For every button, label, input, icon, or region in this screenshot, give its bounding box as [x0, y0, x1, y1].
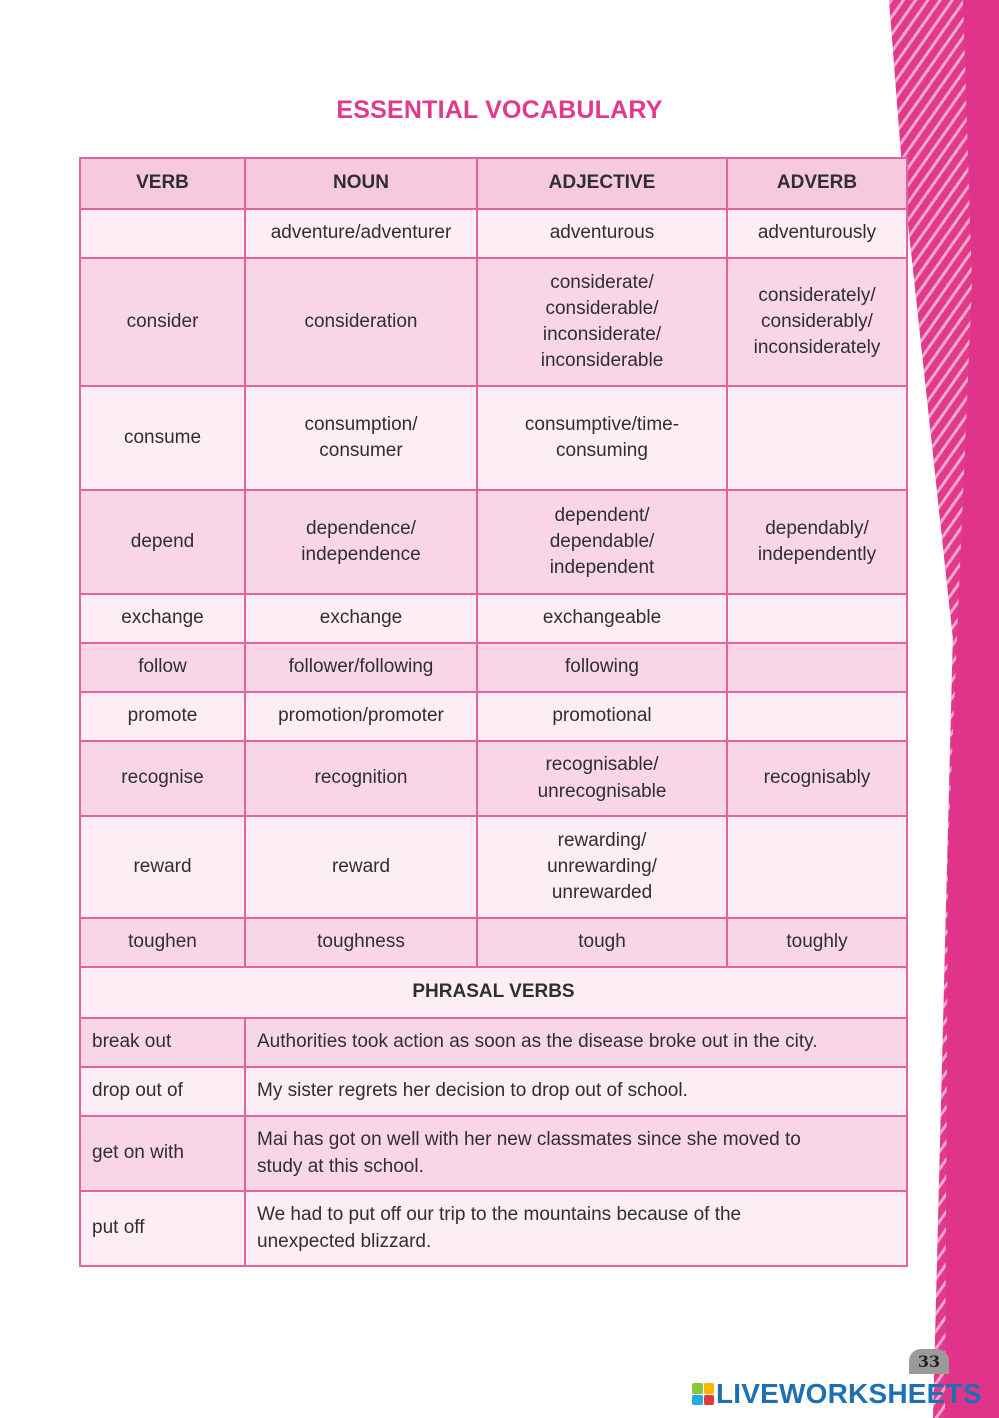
verb-cell: reward — [80, 816, 245, 918]
header-adverb: ADVERB — [727, 158, 907, 209]
noun-cell: reward — [245, 816, 477, 918]
header-verb: VERB — [80, 158, 245, 209]
verb-cell: toughen — [80, 918, 245, 967]
adverb-cell — [727, 594, 907, 643]
adjective-cell: tough — [477, 918, 727, 967]
brand-name: LIVEWORKSHEETS — [716, 1378, 982, 1409]
phrasal-row — [80, 1116, 907, 1191]
adjective-cell: consumptive/time- consuming — [477, 386, 727, 490]
noun-cell: dependence/ independence — [245, 490, 477, 594]
adverb-cell — [727, 643, 907, 692]
noun-cell: toughness — [245, 918, 477, 967]
noun-cell: consideration — [245, 258, 477, 386]
brand-logo — [692, 1378, 982, 1410]
verb-cell: depend — [80, 490, 245, 594]
adjective-cell: considerate/ considerable/ inconsiderate/ inconsiderable — [477, 258, 727, 386]
page-title: ESSENTIAL VOCABULARY — [336, 96, 663, 124]
header-row — [80, 158, 907, 209]
header-noun: NOUN — [245, 158, 477, 209]
noun-cell: follower/following — [245, 643, 477, 692]
table-row — [80, 741, 907, 816]
adjective-cell: exchangeable — [477, 594, 727, 643]
noun-cell: promotion/promoter — [245, 692, 477, 741]
adjective-cell: rewarding/ unrewarding/ unrewarded — [477, 816, 727, 918]
adverb-cell: adventurously — [727, 209, 907, 258]
noun-cell: consumption/ consumer — [245, 386, 477, 490]
adverb-cell: dependably/ independently — [727, 490, 907, 594]
verb-cell — [80, 209, 245, 258]
noun-cell: adventure/adventurer — [245, 209, 477, 258]
verb-cell: recognise — [80, 741, 245, 816]
table-row — [80, 918, 907, 967]
verb-cell: consider — [80, 258, 245, 386]
phrasal-row — [80, 1067, 907, 1116]
table-row — [80, 643, 907, 692]
phrasal-heading-row — [80, 967, 907, 1018]
adverb-cell — [727, 816, 907, 918]
phrasal-row — [80, 1191, 907, 1266]
table-row — [80, 594, 907, 643]
table-row — [80, 490, 907, 594]
adverb-cell — [727, 386, 907, 490]
page-number: 33 — [909, 1349, 949, 1374]
adverb-cell: toughly — [727, 918, 907, 967]
noun-cell: exchange — [245, 594, 477, 643]
verb-cell: consume — [80, 386, 245, 490]
adjective-cell: promotional — [477, 692, 727, 741]
phrasal-example: We had to put off our trip to the mountains because of the unexpected blizzard. — [245, 1191, 907, 1266]
phrasal-row — [80, 1018, 907, 1067]
phrasal-example: Authorities took action as soon as the disease broke out in the city. — [245, 1018, 907, 1067]
header-adjective: ADJECTIVE — [477, 158, 727, 209]
noun-cell: recognition — [245, 741, 477, 816]
phrasal-heading: PHRASAL VERBS — [80, 967, 907, 1018]
table-row — [80, 692, 907, 741]
adverb-cell: considerately/ considerably/ inconsiderately — [727, 258, 907, 386]
phrasal-example: Mai has got on well with her new classmates since she moved to study at this school. — [245, 1116, 907, 1191]
table-row — [80, 209, 907, 258]
adjective-cell: dependent/ dependable/ independent — [477, 490, 727, 594]
phrasal-example: My sister regrets her decision to drop out of school. — [245, 1067, 907, 1116]
phrasal-verb: drop out of — [80, 1067, 245, 1116]
adverb-cell — [727, 692, 907, 741]
verb-cell: promote — [80, 692, 245, 741]
verb-cell: follow — [80, 643, 245, 692]
adjective-cell: recognisable/ unrecognisable — [477, 741, 727, 816]
phrasal-verb: break out — [80, 1018, 245, 1067]
liveworksheets-logo-icon — [692, 1383, 714, 1405]
adverb-cell: recognisably — [727, 741, 907, 816]
phrasal-verb: put off — [80, 1191, 245, 1266]
table-row — [80, 816, 907, 918]
table-row — [80, 258, 907, 386]
verb-cell: exchange — [80, 594, 245, 643]
vocabulary-table — [79, 157, 908, 1267]
phrasal-verb: get on with — [80, 1116, 245, 1191]
table-row — [80, 386, 907, 490]
adjective-cell: adventurous — [477, 209, 727, 258]
adjective-cell: following — [477, 643, 727, 692]
